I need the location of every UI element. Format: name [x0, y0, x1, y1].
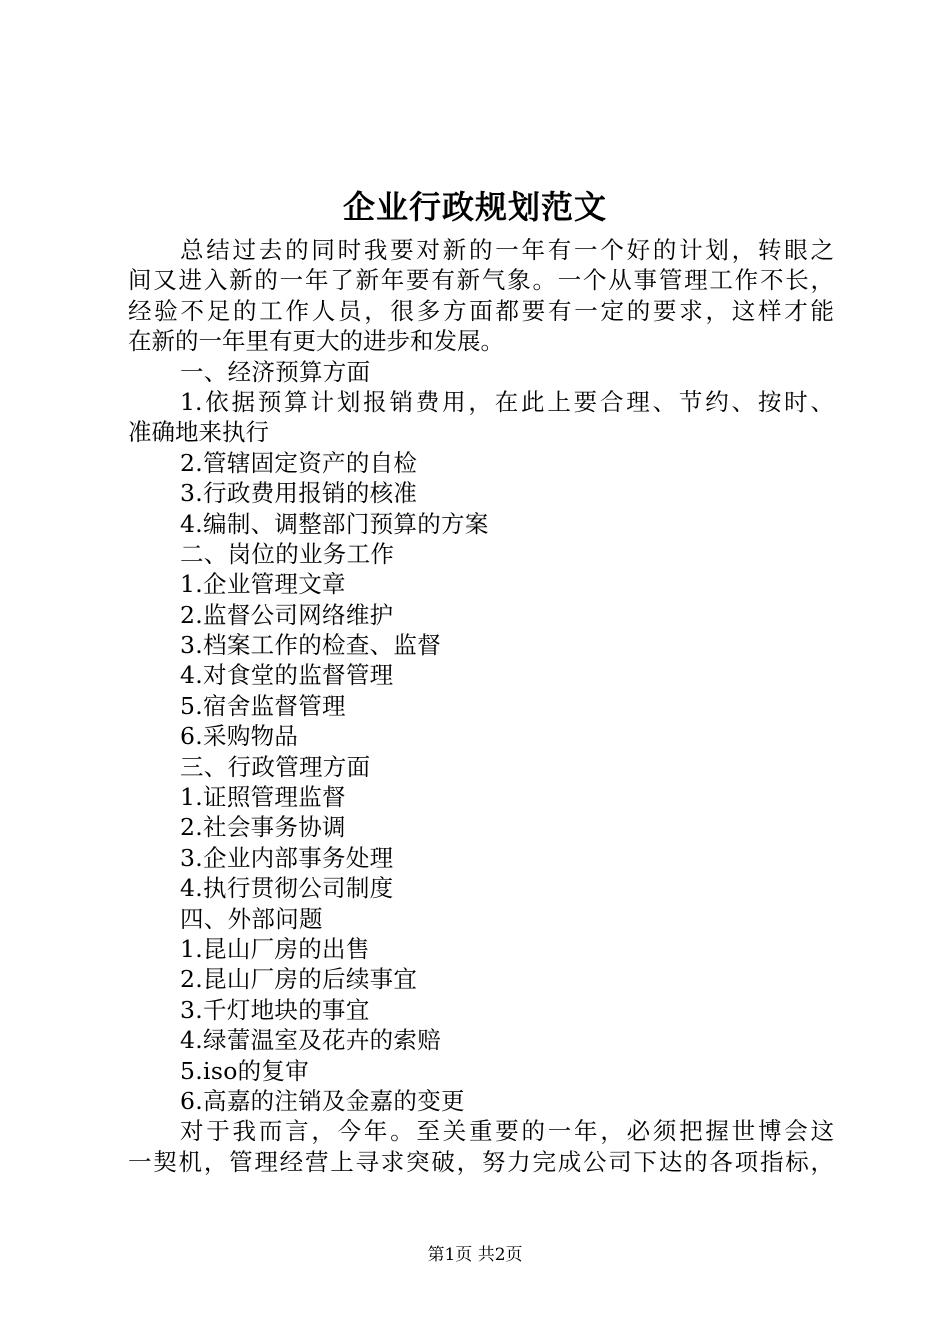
list-item: 3.行政费用报销的核准: [180, 479, 418, 508]
intro-line: 总结过去的同时我要对新的一年有一个好的计划，转眼之: [180, 236, 834, 264]
list-item: 2.昆山厂房的后续事宜: [180, 965, 418, 994]
document-title: 企业行政规划范文: [342, 188, 607, 226]
list-item: 2.社会事务协调: [180, 813, 346, 842]
list-item: 4.绿蕾温室及花卉的索赔: [180, 1026, 442, 1055]
list-item: 1.企业管理文章: [180, 570, 346, 599]
list-item: [128, 387, 834, 448]
page-footer: 第1页 共2页: [427, 1245, 523, 1265]
section-heading: 三、行政管理方面: [180, 752, 371, 781]
list-item: 1.昆山厂房的出售: [180, 934, 370, 963]
list-item: 5.iso的复审: [180, 1056, 310, 1085]
closing-line: 对于我而言，今年。至关重要的一年，必须把握世博会这: [180, 1117, 834, 1146]
list-item: 6.高嘉的注销及金嘉的变更: [180, 1086, 465, 1115]
closing-line: 一契机，管理经营上寻求突破，努力完成公司下达的各项指标，: [128, 1147, 834, 1176]
list-item: 4.编制、调整部门预算的方案: [180, 509, 489, 538]
list-item: 3.档案工作的检查、监督: [180, 631, 442, 660]
list-item: 4.执行贯彻公司制度: [180, 874, 394, 903]
list-item: 1.证照管理监督: [180, 783, 346, 812]
list-item: 6.采购物品: [180, 722, 299, 751]
list-item: 5.宿舍监督管理: [180, 691, 346, 720]
list-item-line: 1.依据预算计划报销费用，在此上要合理、节约、按时、: [180, 387, 834, 416]
list-item-line: 准确地来执行: [128, 418, 269, 447]
intro-line: 间又进入新的一年了新年要有新气象。一个从事管理工作不长，: [128, 266, 834, 295]
intro-line: 在新的一年里有更大的进步和发展。: [128, 327, 504, 356]
document-body: [128, 235, 834, 1177]
section-heading: 一、经济预算方面: [180, 357, 371, 386]
list-item: 3.千灯地块的事宜: [180, 995, 370, 1024]
list-item: 3.企业内部事务处理: [180, 843, 394, 872]
intro-paragraph: [128, 235, 834, 357]
list-item: 2.监督公司网络维护: [180, 600, 394, 629]
sections-container: [128, 357, 834, 1117]
list-item: 2.管辖固定资产的自检: [180, 448, 418, 477]
intro-line: 经验不足的工作人员，很多方面都要有一定的要求，这样才能: [128, 296, 834, 325]
section-heading: 二、岗位的业务工作: [180, 539, 395, 568]
closing-paragraph: [128, 1116, 834, 1177]
section-heading: 四、外部问题: [180, 904, 323, 933]
list-item: 4.对食堂的监督管理: [180, 661, 394, 690]
